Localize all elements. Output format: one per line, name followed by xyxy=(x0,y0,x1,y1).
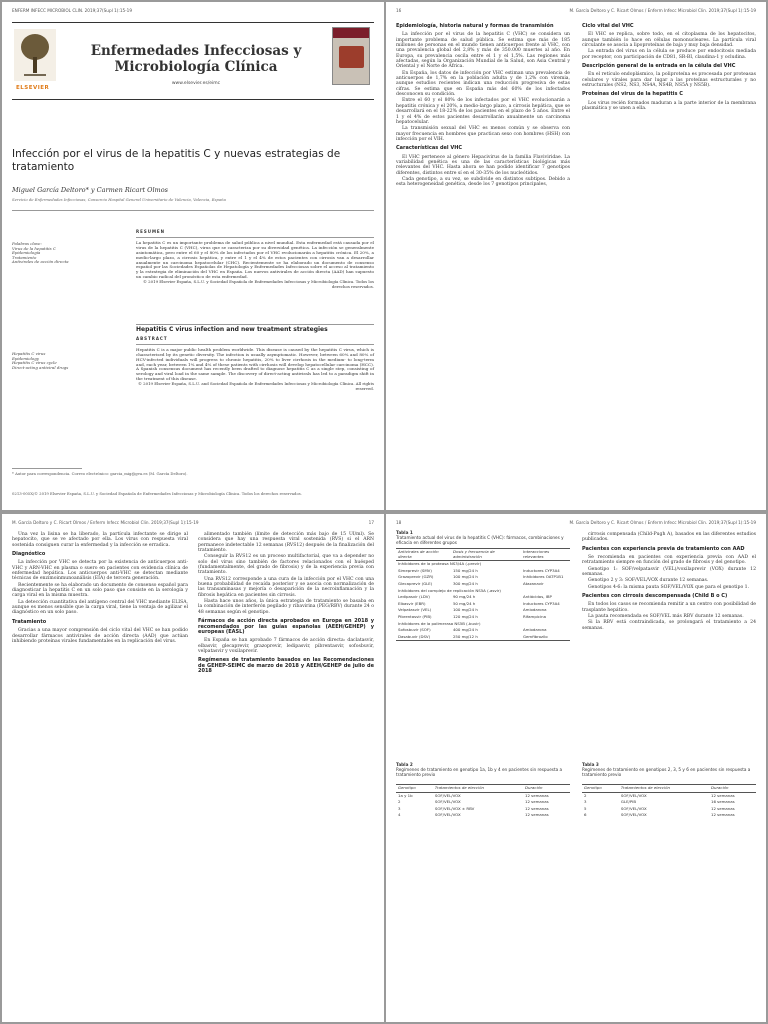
table-2-caption xyxy=(396,762,570,777)
paragraph: Una vez la lisina se ha liberado, la partícula infectante se dirige al hepatocito, que se ve afectado por ella. Los virus con respuesta viral sostenida consiguen curar la enfermedad y la infección se erradica. xyxy=(12,532,188,548)
keywords-label: Palabras clave: xyxy=(12,241,42,246)
keyword: Hepatitis C virus cycle xyxy=(12,360,57,366)
divider xyxy=(136,324,374,325)
running-header-text: M. García Deltoro y C. Ricart Olmos / Enferm Infecc Microbiol Clin. 2019;37(Supl 1):15-19 xyxy=(569,8,756,13)
page-3 xyxy=(2,514,384,1022)
table-header: Genotipo xyxy=(396,785,433,793)
paragraph: Conseguir la RVS12 es un proceso multifactorial, que va a depender no solo del virus sino también de factores relacionados con el huésped (fundamentalmente, del grado de fibrosis) y de la experiencia previa con tratamiento. xyxy=(198,554,374,576)
table-1 xyxy=(396,548,570,641)
keyword: Tratamiento xyxy=(12,254,37,260)
english-title: Hepatitis C virus infection and new treatment strategies xyxy=(136,326,328,333)
running-header-text: M. García Deltoro y C. Ricart Olmos / Enferm Infecc Microbiol Clin. 2019;37(Supl 1):15-19 xyxy=(569,520,756,525)
section-heading: Regímenes de tratamiento basados en las Recomendaciones de GEHEP-SEIMC de marzo de 2018 y AEEH/GEHEP de julio de 2018 xyxy=(198,657,374,674)
keyword: Epidemiología xyxy=(12,250,41,256)
section-heading: Pacientes con experiencia previa de tratamiento con AAD xyxy=(582,545,745,552)
page-1 xyxy=(2,2,384,510)
table-row: Ledipasvir (LDV) 90 mg/24 h Antiácidos, IBP xyxy=(398,594,552,600)
table-row: 3 GLE/PIB 16 semanas xyxy=(584,799,735,805)
abstract-block xyxy=(136,328,374,392)
table-row: Grazoprevir (GZR) 100 mg/24 h Inhibidores OATP1B1 xyxy=(398,574,564,580)
abstract-label: ABSTRACT xyxy=(136,335,168,341)
running-header xyxy=(12,8,374,13)
paragraph: El VHC se replica, sobre todo, en el citoplasma de los hepatocitos, aunque también lo hace en células mononucleares. La partícula viral circulante se asocia a lipoproteínas de baja y muy baja densidad. xyxy=(582,32,756,49)
table-3-caption xyxy=(582,762,756,777)
journal-cover-image xyxy=(332,27,370,85)
publisher-name: ELSEVIER xyxy=(16,85,50,91)
paragraph: En el retículo endoplásmico, la poliproteína es procesada por proteasas celulares y virales para dar lugar a las proteínas estructurales y no estructurales (NS2, NS3, NS4A, NS4B, NS5A y NS5B). xyxy=(582,72,756,89)
footnote: * Autor para correspondencia. Correo electrónico: garcia_mig@gva.es (M. García Deltoro). xyxy=(12,471,188,476)
table-row: Dasabuvir (DSV) 250 mg/12 h Gemfibrozilo xyxy=(396,634,570,641)
journal-url[interactable]: www.elsevier.es/eimc xyxy=(171,81,221,86)
table-row: 1a y 1b SOF/VEL/VOX 12 semanas xyxy=(398,792,549,798)
page-2 xyxy=(386,2,766,510)
column-right xyxy=(582,20,756,112)
table-2 xyxy=(396,784,570,819)
section-heading: Descripción general de la entrada en la célula del VHC xyxy=(582,63,736,70)
table-header: Dosis y frecuencia de administración xyxy=(451,549,521,561)
running-header xyxy=(12,520,374,525)
table-header: Tratamientos de elección xyxy=(433,785,523,793)
section-heading: Pacientes con cirrosis descompensada (Child B o C) xyxy=(582,593,728,600)
affiliation: Servicio de Enfermedades Infecciosas, Consorcio Hospital General Universitario de Valencia, Valencia, España xyxy=(12,197,226,202)
table-row: 3 SOF/VEL/VOX ± RBV 12 semanas xyxy=(398,805,549,811)
paragraph: Entre el 60 y el 80% de los infectados por el VHC evolucionarán a hepatitis crónica y el 20%, a medio-largo plazo, a cirrosis hepática, que se desarrollará en el 18-22% de los pacientes en el plazo de 5 años. Entre el 1 y el 4% de estos pacientes desarrollarán anualmente un carcinoma hepatocelular. xyxy=(396,98,570,125)
paragraph: alimentado también (límite de detección más bajo de 15 UI/ml). Se considera que hay una respuesta viral sostenida (RVS) si el ARN permanece indetectable 12 semanas (RVS12) después de la finalización del tratamiento. xyxy=(198,532,374,554)
keywords-en xyxy=(12,352,68,370)
table-group: Inhibidores de la proteasa NS3/4A (-previr) xyxy=(398,561,482,567)
section-heading: Diagnóstico xyxy=(12,551,46,558)
table-header: Duración xyxy=(523,785,570,793)
paragraph: El VHC pertenece al género Hepacivirus de la familia Flaviviridae. La variabilidad genética es una de las características biológicas más relevantes del VHC. Hasta ahora se han podido identificar 7 genotipos diferentes, distintos entre sí en el 30-35% de los nucleótidos. xyxy=(396,154,570,176)
journal-title: Enfermedades Infecciosas y Microbiología Clínica xyxy=(90,43,302,75)
running-header xyxy=(396,520,756,525)
column-right xyxy=(198,532,374,677)
table-header: Genotipo xyxy=(582,785,619,793)
paragraph: En España, los datos de infección por VHC estiman una prevalencia de anticuerpos de 1,7% en la población adulta y de 1,2% con viremia, aunque estudios recientes indican una reducción progresiva de estas cifras. Se estima que en España más del 60% de los infectados desconocen su condición. xyxy=(396,70,570,98)
footnote-divider xyxy=(12,468,82,469)
table-row: Glecaprevir (GLE) 300 mg/24 h Atazanavir xyxy=(398,580,544,586)
column-right xyxy=(582,532,756,632)
paragraph: Cada genotipo, a su vez, se subdivide en distintos subtipos. Debido a esta heterogeneidad genética, desde los 7 genotipos principales, xyxy=(396,176,570,188)
table-group: Inhibidores del complejo de replicación NS5A (-asvir) xyxy=(398,587,501,593)
section-heading: Ciclo vital del VHC xyxy=(582,23,634,29)
page-number: 17 xyxy=(368,520,374,525)
article-title: Infección por el virus de la hepatitis C y nuevas estrategias de tratamiento xyxy=(12,148,341,173)
resumen-text: La hepatitis C es un importante problema de salud pública a nivel mundial. Esta enfermedad está causada por el virus de la hepatitis C (VHC), virus que se caracteriza por su diversidad genética. La infección se generalmente asintomática, pero entre el 60 y el 80% de los infectados por el VHC evolucionarán a hepatitis crónica. El 20%, a medio-largo plazo, a cirrosis hepática, y entre el 1 y el 4% de estos pacientes con cirrosis van a desarrollar anualmente un carcinoma hepatocelular (CHC). Recientemente se ha elaborado un documento de consenso español por las Sociedades Españolas de Hepatología y Enfermedades Infecciosas sobre el acceso al tratamiento y la estrategia de eliminación del VHC en España. Los nuevos antivirales de acción directa (AAD) han supuesto un cambio radical del pronóstico de esta enfermedad. xyxy=(136,239,374,280)
list-item: La pauta recomendada es SOF/VEL más RBV durante 12 semanas. xyxy=(588,614,744,620)
table-header: Tratamientos de elección xyxy=(619,785,709,793)
resumen-copyright: © 2019 Elsevier España, S.L.U. y Sociedad Española de Enfermedades Infecciosas y Microbiología Clínica. Todos los derechos reservados. xyxy=(143,279,374,290)
page-number: 18 xyxy=(396,520,402,525)
list-item: Genotipo 2 y 3: SOF/VEL/VOX durante 12 semanas. xyxy=(588,578,709,584)
authors: Miguel García Deltoro* y Carmen Ricart Olmos xyxy=(12,186,168,194)
paragraph: cirrosis compensada (Child-Pugh A), basados en las diferentes estudios publicados. xyxy=(582,532,756,543)
paragraph: Recientemente se ha elaborado un documento de consenso español para diagnosticar la hepatitis C en un solo paso que consiste en la serología y carga viral en la misma muestra. xyxy=(12,582,188,599)
journal-header xyxy=(12,22,374,100)
list-item: Genotipos 4-6: la misma pauta SOF/VEL/VOX que para el genotipo 1. xyxy=(588,584,750,590)
elsevier-tree-icon xyxy=(14,29,56,81)
resumen-block xyxy=(136,230,374,290)
resumen-label: RESUMEN xyxy=(136,229,166,234)
table-group: Inhibidores de la polimerasa NS5B (-buvir) xyxy=(398,620,481,626)
page-4 xyxy=(386,514,766,1022)
column-left xyxy=(12,532,188,645)
table-caption: Regímenes de tratamiento en genotipos 2, 3, 5 y 6 en pacientes sin respuesta a tratamiento previo xyxy=(582,767,751,777)
table-row: Simeprevir (SMV) 150 mg/24 h Inductores CYP3A4 xyxy=(398,567,560,573)
table-header: Duración xyxy=(709,785,756,793)
list-item: Si la RBV está contraindicada, se prolongará el tratamiento a 24 semanas. xyxy=(582,620,756,631)
table-row: Sofosbuvir (SOF) 400 mg/24 h Amiodarona xyxy=(398,627,547,633)
running-header xyxy=(396,8,756,13)
keyword: Hepatitis C virus xyxy=(12,351,46,356)
paragraph: Hasta hace unos años, la única estrategia de tratamiento se basaba en la combinación de interferón pegilado y ribavirina (PEG/RBV) durante 24 o 48 semanas según el genotipo. xyxy=(198,599,374,615)
keywords-es xyxy=(12,242,69,265)
paragraph: La detección cuantitativa del antígeno central del VHC mediante ELISA, aunque es menos sensible que la carga viral, tiene la ventaja de agilizar el diagnóstico en un solo paso. xyxy=(12,599,188,616)
divider xyxy=(12,210,374,211)
keyword: Virus de la hepatitis C xyxy=(12,245,56,251)
table-header: Antivirales de acción directa xyxy=(396,549,451,561)
table-row: 2 SOF/VEL/VOX 12 semanas xyxy=(398,799,549,805)
keyword: Antivirales de acción directa xyxy=(12,259,69,265)
table-3 xyxy=(582,784,756,819)
table-caption: Regímenes de tratamiento en genotipo 1a, 1b y 4 en pacientes sin respuesta a tratamiento previo xyxy=(396,767,563,777)
paragraph: En España se han aprobado 7 fármacos de acción directa: daclatasvir, elbasvir, glecaprevir, grazoprevir, ledipasvir, pibrentasvir, sofosbuvir, velpatasvir y voxilaprevir. xyxy=(198,638,374,654)
table-row: 6 SOF/VEL/VOX 12 semanas xyxy=(584,812,735,818)
abstract-text: Hepatitis C is a major public health problem worldwide. This disease is caused by the hepatitis C virus, which is characterised by its genetic diversity. The infection is usually asymptomatic. However, between 60% and 80% of HCV-infected individuals will progress to chronic hepatitis, 20% to liver cirrhosis in the medium- to long-term and, each year, between 1% and 4% of these patients with cirrhosis will develop hepatocellular carcinoma (HCC). A Spanish consensus document has recently been drafted to diagnose hepatitis C as a single step, consisting of serology and viral load in the same sample. The discovery of direct-acting antivirals has led to a paradigm shift in the treatment of this disease. xyxy=(136,346,374,382)
list-item: Genotipo 1: SOF/velpatasvir (VEL)/voxilaprevir (VOX) durante 12 semanas. xyxy=(582,566,756,578)
paragraph: Gracias a una mayor comprensión del ciclo vital del VHC se han podido desarrollar fármacos antivirales de acción directa (AAD) que actúan inhibiendo proteínas virales fundamentales en la replicación del virus. xyxy=(12,628,188,644)
issn-line: 0213-005X/© 2019 Elsevier España, S.L.U. y Sociedad Española de Enfermedades Infecciosas y Microbiología Clínica. Todos los derechos reservados. xyxy=(12,491,302,496)
table-row: Elbasvir (EBR) 50 mg/24 h Inductores CYP3A4 xyxy=(398,600,560,606)
paragraph: La entrada del virus en la célula se produce por endocitosis mediada por receptor, con participación de CD81, SR-BI, claudina-1 y ocludina. xyxy=(582,49,756,60)
paragraph: Se recomienda en pacientes con experiencia previa con AAD el retratamiento siempre en función del grado de fibrosis y del genotipo. xyxy=(582,555,756,566)
table-label: Tabla 3 xyxy=(582,762,599,767)
section-heading: Proteínas del virus de la hepatitis C xyxy=(582,91,683,98)
table-row: 2 SOF/VEL/VOX 12 semanas xyxy=(584,792,735,798)
table-label: Tabla 1 xyxy=(396,530,413,535)
paragraph: La infección por VHC se detecta por la existencia de anticuerpos anti-VHC y ARN-VHC en plasma o suero en pacientes con evidencia clínica de enfermedad hepática. Los anticuerpos anti-VHC se detectan mediante técnicas de enzimoinmunoanálisis (EIA) de tercera generación. xyxy=(12,560,188,582)
running-header-text: M. García Deltoro y C. Ricart Olmos / Enferm Infecc Microbiol Clin. 2019;37(Supl 1):15-19 xyxy=(12,520,199,525)
page-number: 16 xyxy=(396,8,402,13)
paragraph: Una RVS12 corresponde a una cura de la infección por el VHC con una buena probabilidad de recaída posterior y se asocia con normalización de las transaminasas y mejoría o desaparición de la necroinflamación y la fibrosis hepática en pacientes sin cirrosis. xyxy=(198,576,374,598)
abstract-copyright: © 2019 Elsevier España, S.L.U. and Sociedad Española de Enfermedades Infecciosas y Microbiología Clínica. All rights reserved. xyxy=(138,381,374,392)
section-heading: Tratamiento xyxy=(12,618,47,625)
table-caption: Tratamiento actual del virus de la hepatitis C (VHC): fármacos, combinaciones y eficacia en diferentes grupos xyxy=(396,535,564,545)
section-heading: Fármacos de acción directa aprobados en Europa en 2018 y recomendados por las guías españolas (AEEH/GEHEP) y europeas (EASL) xyxy=(198,618,374,635)
keyword: Direct-acting antiviral drugs xyxy=(12,364,69,370)
running-header-text: ENFERM INFECC MICROBIOL CLIN. 2019;37(Supl 1):15-19 xyxy=(12,8,132,13)
table-1-caption xyxy=(396,530,570,545)
paragraph: Los virus recién formados maduran a la parte interior de la membrana plasmática y se unen a ella. xyxy=(582,100,756,112)
table-row: Velpatasvir (VEL) 100 mg/24 h Amiodarona xyxy=(398,607,547,613)
list-item: En todos los casos se recomienda remitir a un centro con posibilidad de trasplante hepático. xyxy=(582,602,756,613)
table-row: Pibrentasvir (PIB) 120 mg/24 h Rifampicina xyxy=(398,613,546,619)
keyword: Epidemiology xyxy=(12,355,39,361)
table-label: Tabla 2 xyxy=(396,762,413,767)
section-heading: Características del VHC xyxy=(396,145,463,152)
paragraph: La infección por el virus de la hepatitis C (VHC) se considera un importante problema de salud pública. Se estima que más de 185 millones de personas en el mundo tienen anticuerpos frente al VHC, con una prevalencia global del 2,8% y más de 350.000 muertes al año. En Europa, su prevalencia oscila entre el 1 y el 1,5%. Las regiones más afectadas, según la Organización Mundial de la Salud, son Asia Central y Oriental y el Norte de África. xyxy=(396,32,570,70)
table-header: Interacciones relevantes xyxy=(521,549,570,561)
section-heading: Epidemiología, historia natural y formas de transmisión xyxy=(396,23,554,29)
table-row: 4 SOF/VEL/VOX 12 semanas xyxy=(398,812,549,818)
column-left xyxy=(396,20,570,189)
paragraph: La transmisión sexual del VHC es menos común y se observa con mayor frecuencia en hombres que practican sexo con hombres (HSH) con infección por el VIH. xyxy=(396,126,570,142)
table-row: 5 SOF/VEL/VOX 12 semanas xyxy=(584,805,735,811)
